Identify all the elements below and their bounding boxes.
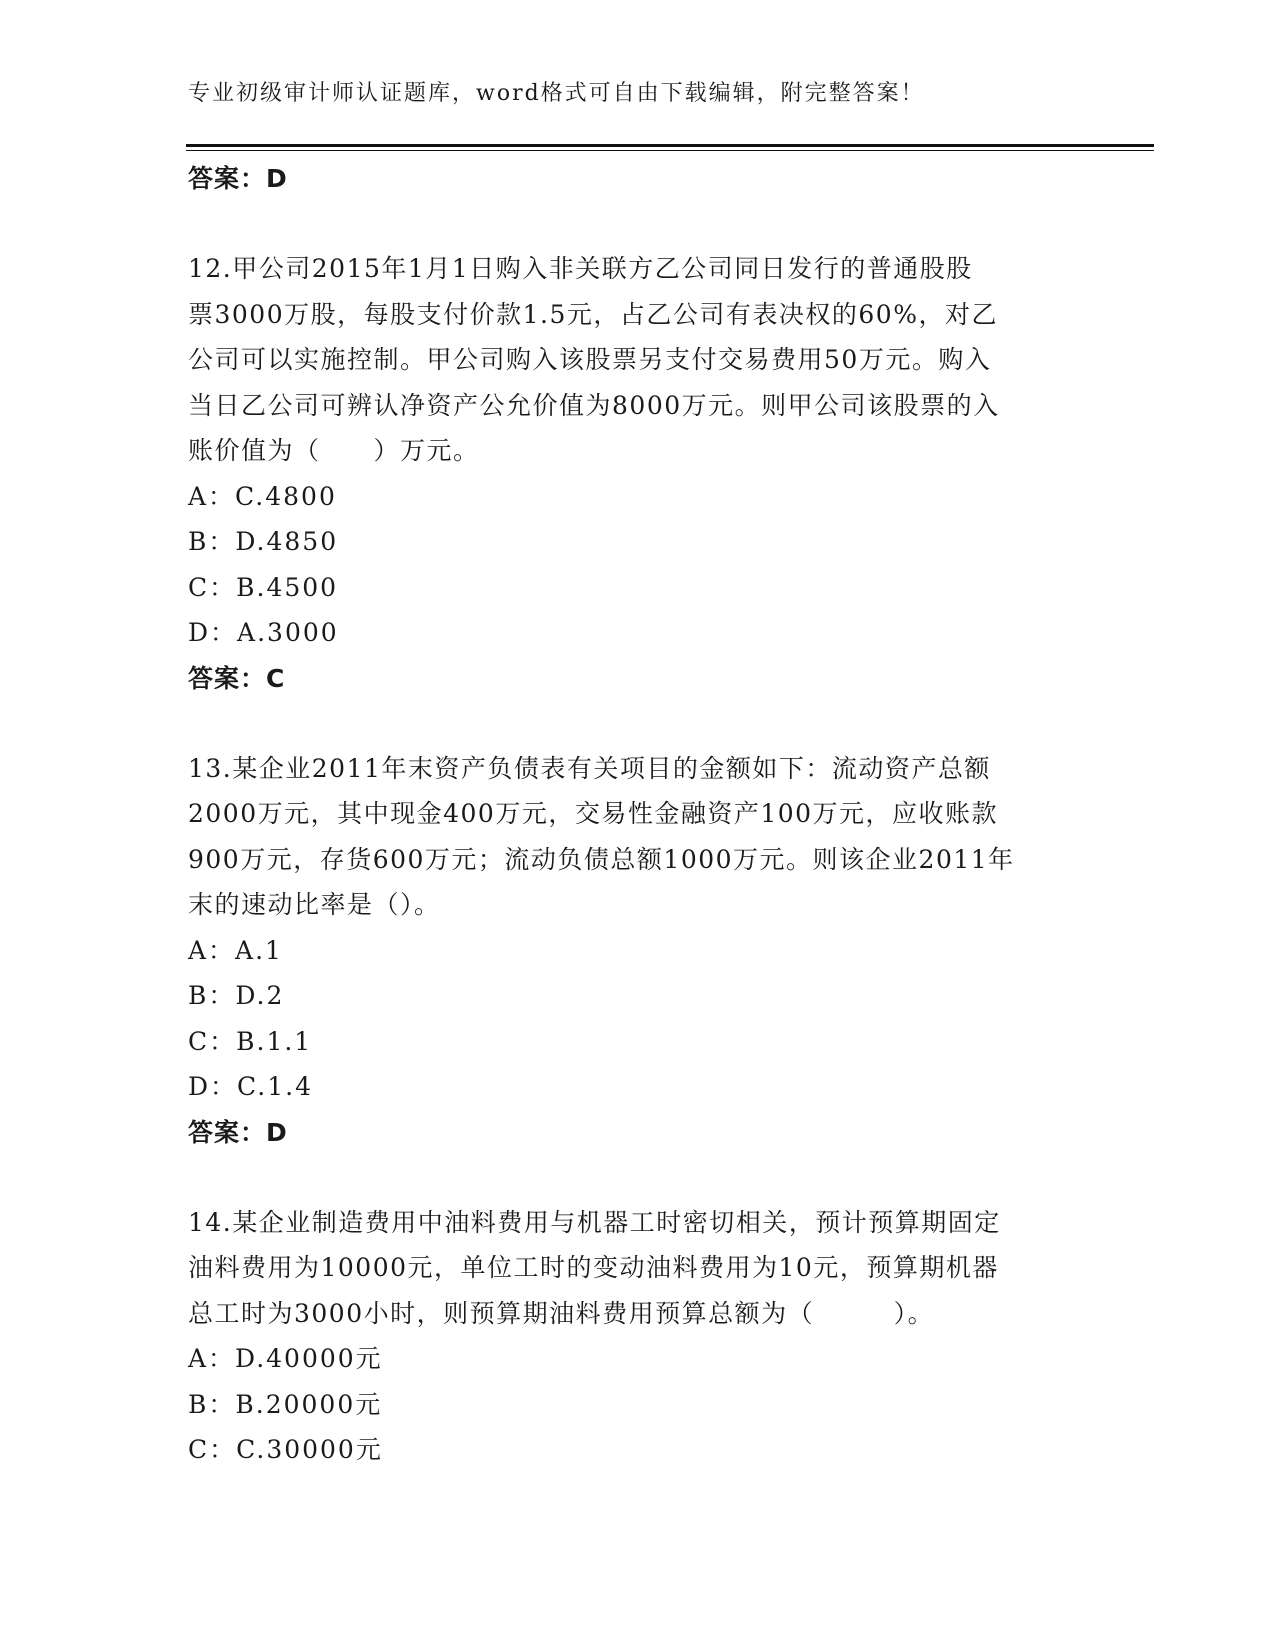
question-12-option-d: D：A.3000	[188, 618, 339, 647]
question-13-option-b: B：D.2	[188, 981, 285, 1010]
question-13-option-d: D：C.1.4	[188, 1072, 313, 1101]
question-13-option-a: A：A.1	[188, 935, 283, 965]
question-13-line: 13.某企业2011年末资产负债表有关项目的金额如下：流动资产总额	[188, 753, 991, 783]
question-12-option-a: A：C.4800	[188, 481, 337, 511]
question-14-option-a: A：D.40000元	[188, 1344, 383, 1373]
question-12-line: 当日乙公司可辨认净资产公允价值为8000万元。则甲公司该股票的入	[188, 390, 1000, 420]
question-12-line: 公司可以实施控制。甲公司购入该股票另支付交易费用50万元。购入	[188, 345, 992, 374]
document-body	[188, 156, 1128, 1473]
question-12-line: 票3000万股，每股支付价款1.5元，占乙公司有表决权的60%，对乙	[188, 299, 998, 329]
question-12-option-b: B：D.4850	[188, 527, 339, 556]
header-rule-thin	[186, 150, 1154, 151]
question-13-line: 末的速动比率是（）。	[188, 890, 441, 919]
header-rule-thick	[186, 144, 1154, 147]
question-13-answer: 答案：D	[188, 1117, 288, 1147]
question-14-option-b: B：B.20000元	[188, 1389, 383, 1419]
question-12-option-c: C：B.4500	[188, 572, 339, 602]
question-12-line: 12.甲公司2015年1月1日购入非关联方乙公司同日发行的普通股股	[188, 254, 973, 283]
question-14-line: 14.某企业制造费用中油料费用与机器工时密切相关，预计预算期固定	[188, 1207, 1001, 1237]
question-14-option-c: C：C.30000元	[188, 1435, 383, 1464]
question-13-option-c: C：B.1.1	[188, 1026, 313, 1056]
question-13	[188, 746, 1128, 928]
question-13-line: 900万元，存货600万元；流动负债总额1000万元。则该企业2011年	[188, 844, 1015, 874]
question-14	[188, 1200, 1128, 1337]
question-12	[188, 246, 1128, 474]
question-12-answer: 答案：C	[188, 663, 286, 693]
page-header: 专业初级审计师认证题库，word格式可自由下载编辑，附完整答案！	[188, 81, 925, 106]
answer-previous: 答案：D	[188, 164, 288, 193]
question-14-line: 总工时为3000小时，则预算期油料费用预算总额为（ ）。	[188, 1298, 935, 1328]
question-13-line: 2000万元，其中现金400万元，交易性金融资产100万元，应收账款	[188, 799, 999, 828]
question-12-line: 账价值为（ ）万元。	[188, 436, 480, 465]
question-14-line: 油料费用为10000元，单位工时的变动油料费用为10元，预算期机器	[188, 1253, 999, 1282]
